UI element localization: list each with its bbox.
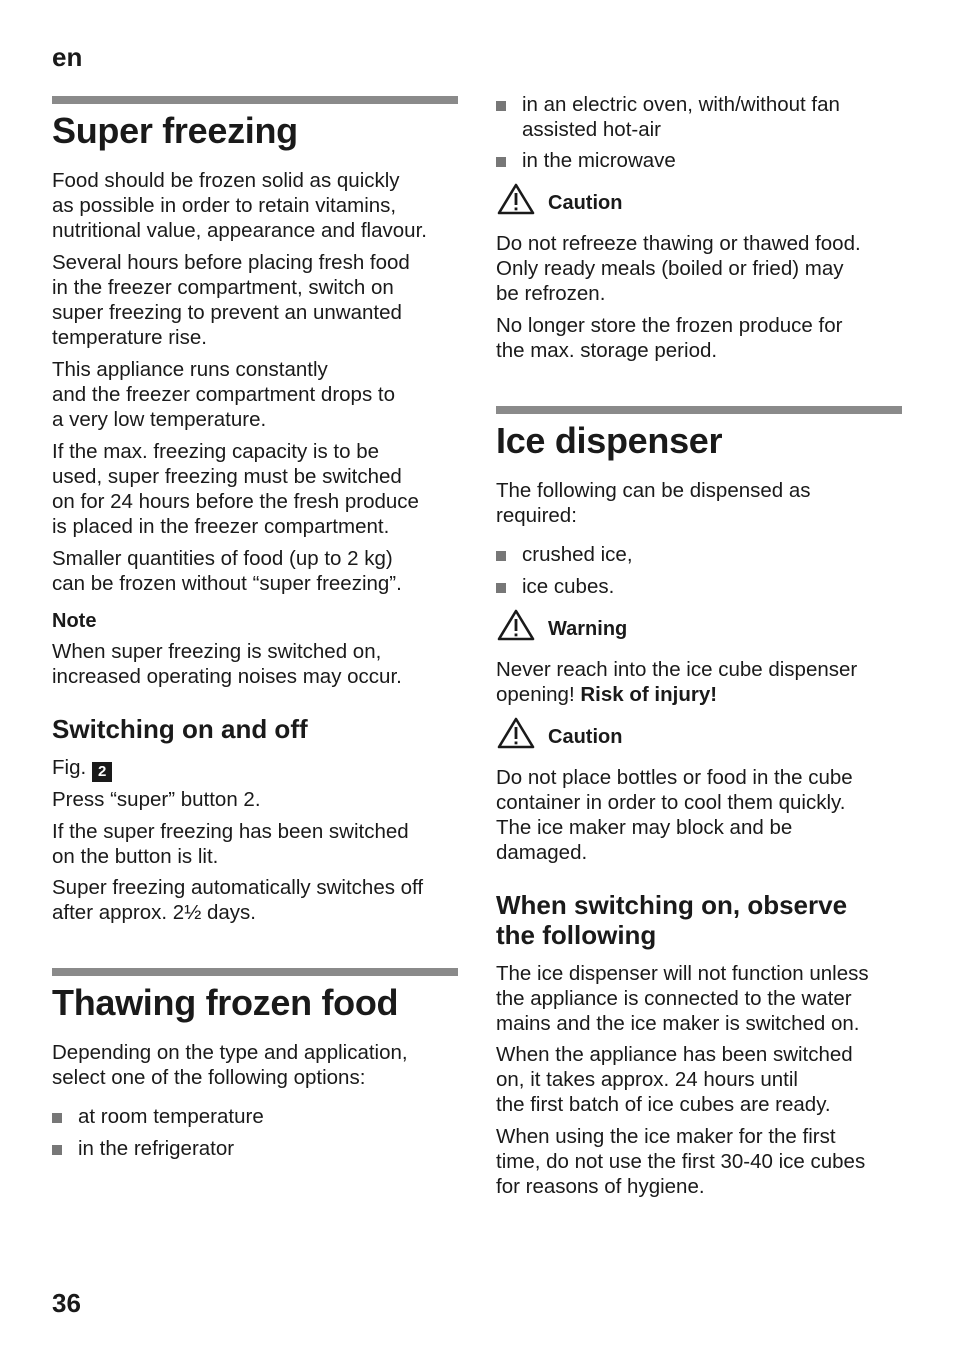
warning-emphasis: Risk of injury! [580,683,718,706]
paragraph-caution-bottles: Do not place bottles or food in the cube container in order to cool them quickly. The ice maker may block and be damaged. [496,766,853,864]
square-bullet-icon [496,101,506,111]
heading-when-switching-on: When switching on, observe the following [496,890,848,950]
page-number: 36 [52,1288,81,1318]
heading-super-freezing: Super freezing [52,110,298,151]
warning-triangle-icon [496,716,536,750]
paragraph-first-batch: When the appliance has been switched on, it takes approx. 24 hours until the first batch of ice cubes are ready. [496,1043,853,1116]
heading-thawing-frozen-food: Thawing frozen food [52,982,399,1023]
square-bullet-icon [496,583,506,593]
paragraph-super-freezing-3: This appliance runs constantly and the freezer compartment drops to a very low temperature. [52,358,395,431]
language-code: en [52,42,83,72]
warning-triangle-icon [496,182,536,216]
paragraph-ice-function: The ice dispenser will not function unless the appliance is connected to the water mains and the ice maker is switched on. [496,962,869,1035]
paragraph-press-super: Press “super” button 2. [52,788,261,811]
section-rule-thawing [52,968,458,976]
square-bullet-icon [496,157,506,167]
caution-notice-ice: Caution [496,716,796,750]
paragraph-thawing-intro: Depending on the type and application, select one of the following options: [52,1041,408,1089]
paragraph-button-lit: If the super freezing has been switched on the button is lit. [52,820,409,868]
caution-notice-thawing: Caution [496,182,796,216]
section-rule-super-freezing [52,96,458,104]
note-label: Note [52,610,97,632]
paragraph-super-freezing-1: Food should be frozen solid as quickly as possible in order to retain vitamins, nutritional value, appearance and flavour. [52,169,427,242]
heading-switching-on-off: Switching on and off [52,714,308,744]
figure-number-badge: 2 [92,762,112,782]
square-bullet-icon [52,1145,62,1155]
paragraph-hygiene: When using the ice maker for the first time, do not use the first 30-40 ice cubes for reasons of hygiene. [496,1125,866,1198]
paragraph-super-freezing-5: Smaller quantities of food (up to 2 kg) can be frozen without “super freezing”. [52,547,402,595]
paragraph-ice-intro: The following can be dispensed as required: [496,479,811,527]
section-rule-ice-dispenser [496,406,902,414]
square-bullet-icon [496,551,506,561]
paragraph-super-freezing-4: If the max. freezing capacity is to be used, super freezing must be switched on for 24 hours before the fresh produce is placed in the freezer compartment. [52,440,419,538]
paragraph-caution-refreeze: Do not refreeze thawing or thawed food. Only ready meals (boiled or fried) may be refrozen. [496,232,861,305]
paragraph-super-freezing-2: Several hours before placing fresh food in the freezer compartment, switch on super freezing to prevent an unwanted temperature rise. [52,251,410,349]
square-bullet-icon [52,1113,62,1123]
note-text: When super freezing is switched on, increased operating noises may occur. [52,640,402,688]
figure-reference: Fig. 2 [52,755,112,782]
warning-notice: Warning [496,608,796,642]
paragraph-warning-text: Never reach into the ice cube dispenser opening! Risk of injury! [496,658,858,706]
paragraph-auto-off: Super freezing automatically switches off after approx. 2½ days. [52,876,424,924]
warning-triangle-icon [496,608,536,642]
paragraph-caution-storage: No longer store the frozen produce for the max. storage period. [496,314,843,362]
heading-ice-dispenser: Ice dispenser [496,420,723,461]
